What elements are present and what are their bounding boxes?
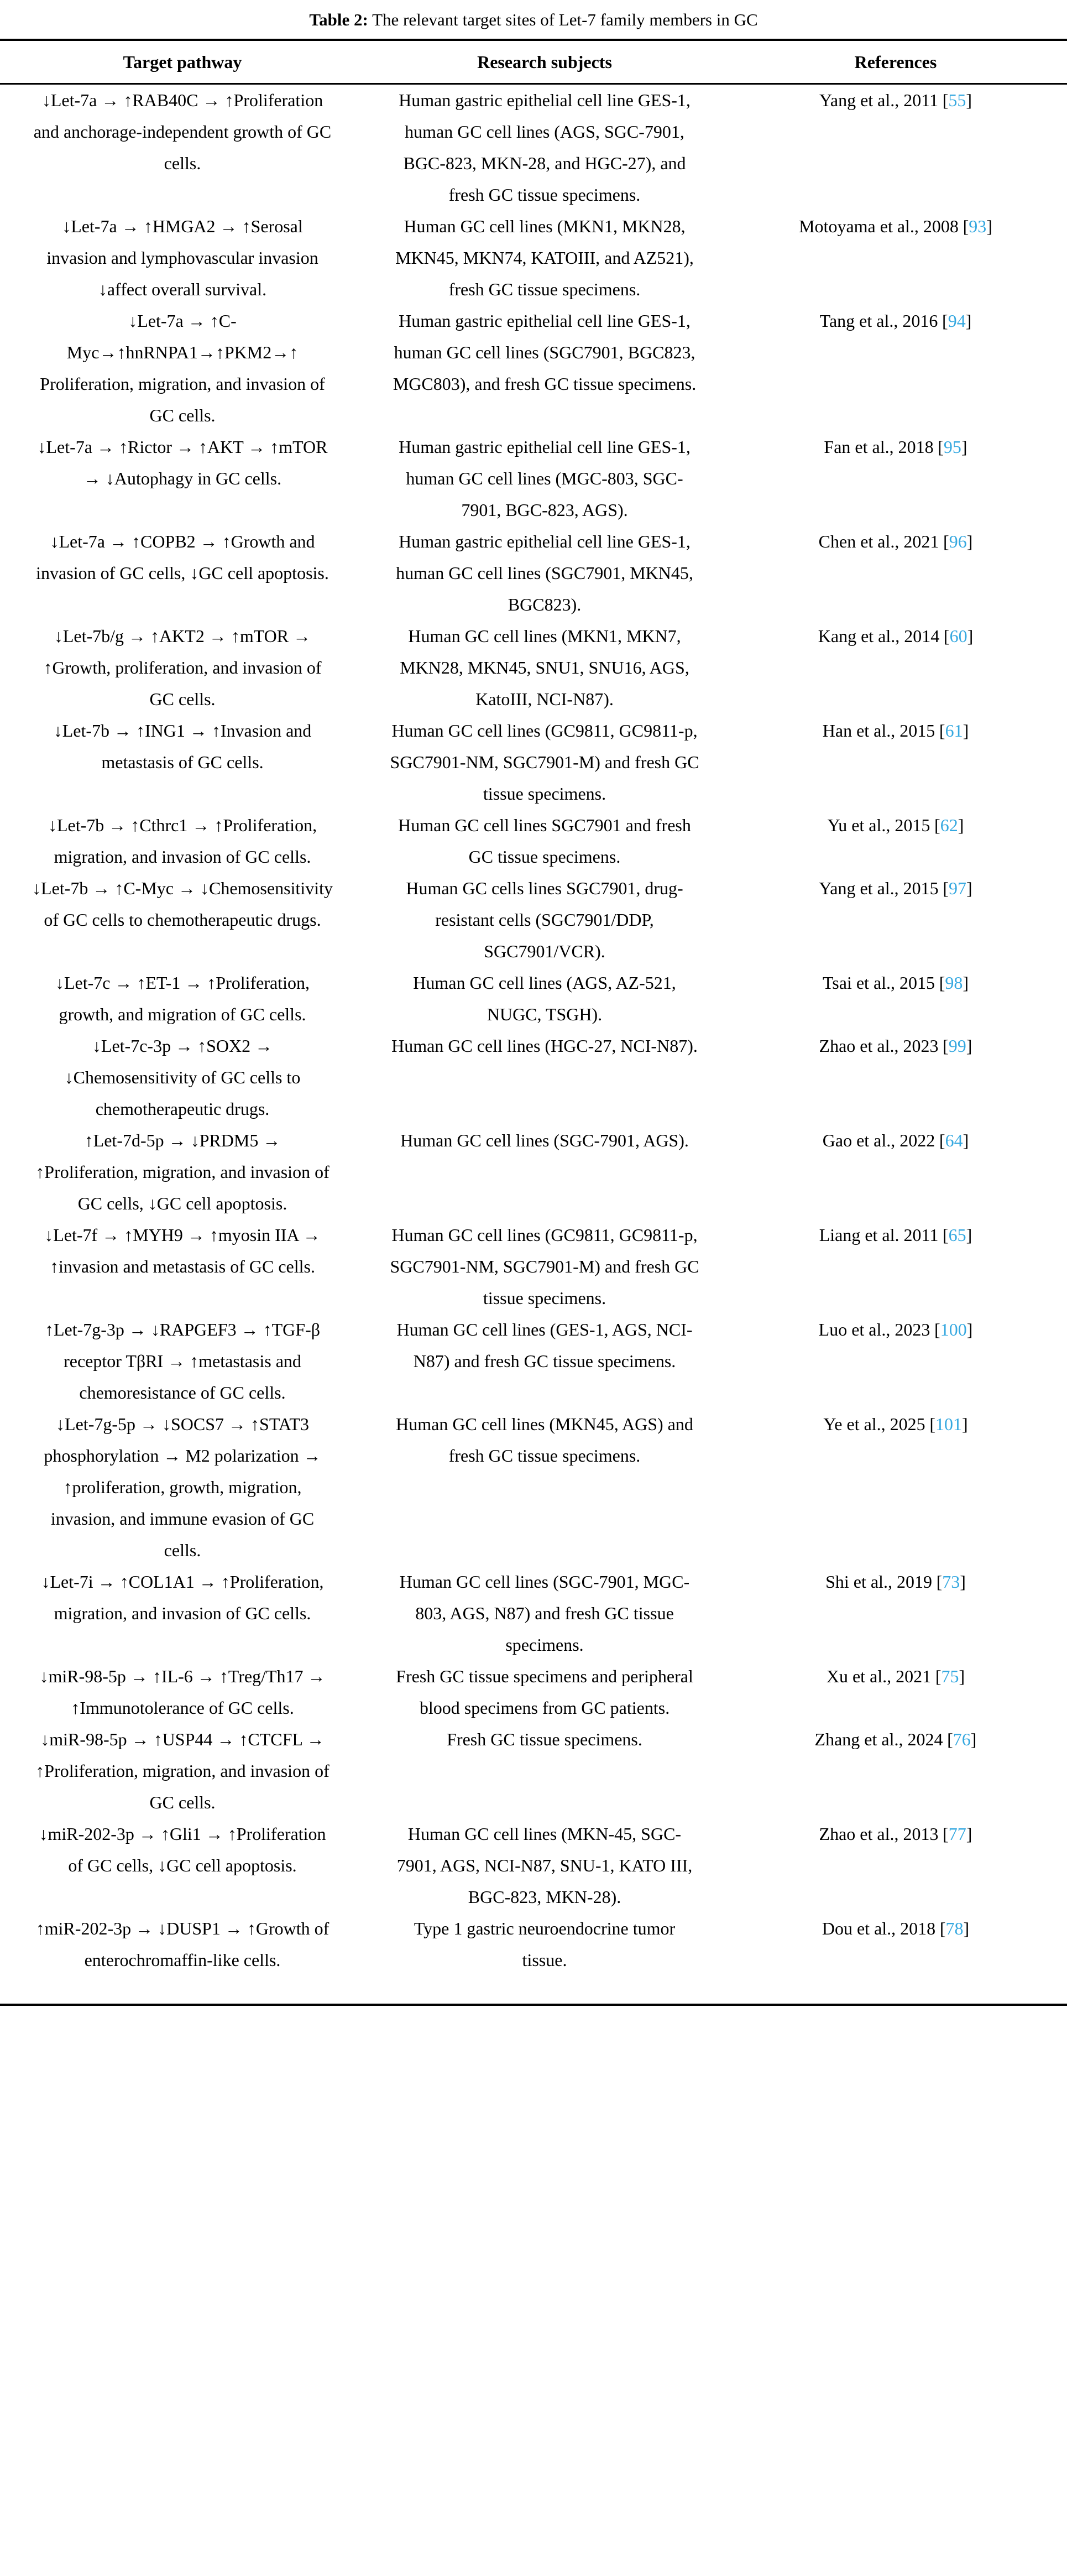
subjects-text: Human gastric epithelial cell line GES-1, human GC cell lines (MGC-803, SGC-7901, BGC-823, AGS).: [399, 437, 691, 520]
citation-bracket-close: ]: [966, 1036, 972, 1056]
citation-link[interactable]: 98: [945, 973, 963, 993]
reference-author-year: Chen et al., 2021: [818, 531, 939, 551]
citation-bracket-close: ]: [963, 1918, 970, 1938]
citation: [934, 1320, 972, 1339]
pathway-cell: [0, 431, 365, 526]
subjects-cell: [365, 1661, 724, 1724]
reference-cell: [724, 1913, 1067, 2005]
table-row: [0, 1724, 1067, 1818]
subjects-cell: [365, 1566, 724, 1661]
reference-cell: [724, 810, 1067, 873]
citation-bracket-open: [: [934, 815, 940, 835]
table-row: [0, 715, 1067, 810]
pathway-text: ↓Let-7b → ↑Cthrc1 → ↑Proliferation, migration, and invasion of GC cells.: [48, 815, 317, 867]
citation: [939, 721, 969, 741]
citation-bracket-open: [: [943, 531, 949, 551]
citation-link[interactable]: 78: [945, 1918, 964, 1938]
subjects-text: Human GC cell lines (MKN45, AGS) and fresh GC tissue specimens.: [396, 1414, 693, 1466]
reference-author-year: Xu et al., 2021: [826, 1666, 932, 1686]
reference-author-year: Ye et al., 2025: [823, 1414, 925, 1434]
pathway-cell: [0, 1566, 365, 1661]
citation-link[interactable]: 95: [943, 437, 961, 457]
subjects-cell: [365, 526, 724, 620]
pathway-cell: [0, 1409, 365, 1566]
subjects-text: Human GC cell lines (AGS, AZ-521, NUGC, TSGH).: [413, 973, 676, 1024]
citation: [940, 1918, 969, 1938]
reference-cell: [724, 1314, 1067, 1409]
citation-bracket-close: ]: [963, 721, 969, 741]
subjects-cell: [365, 810, 724, 873]
pathway-cell: [0, 967, 365, 1030]
subjects-text: Fresh GC tissue specimens and peripheral blood specimens from GC patients.: [396, 1666, 693, 1718]
subjects-cell: [365, 1818, 724, 1913]
citation-bracket-open: [: [939, 1918, 946, 1938]
pathway-text: ↓Let-7c-3p → ↑SOX2 → ↓Chemosensitivity of GC cells to chemotherapeutic drugs.: [64, 1036, 301, 1119]
pathway-cell: [0, 1219, 365, 1314]
citation: [929, 1414, 967, 1434]
table-row: [0, 1566, 1067, 1661]
pathway-cell: [0, 211, 365, 305]
citation: [939, 973, 969, 993]
citation-bracket-open: [: [947, 1729, 953, 1749]
citation: [943, 1225, 972, 1245]
citation-bracket-open: [: [935, 1666, 942, 1686]
pathway-text: ↓miR-98-5p → ↑USP44 → ↑CTCFL → ↑Proliferation, migration, and invasion of GC cells.: [35, 1729, 329, 1812]
citation-bracket-open: [: [943, 626, 950, 646]
subjects-text: Human GC cell lines (GC9811, GC9811-p, SGC7901-NM, SGC7901-M) and fresh GC tissue specimens.: [390, 1225, 699, 1308]
citation-bracket-close: ]: [963, 1130, 969, 1150]
reference-author-year: Tsai et al., 2015: [822, 973, 935, 993]
citation: [943, 1036, 972, 1056]
citation-bracket-close: ]: [967, 626, 974, 646]
table-row: [0, 873, 1067, 967]
subjects-text: Human GC cell lines (SGC-7901, MGC-803, AGS, N87) and fresh GC tissue specimens.: [399, 1572, 690, 1655]
citation-bracket-open: [: [938, 437, 944, 457]
citation-link[interactable]: 93: [969, 216, 987, 236]
citation: [943, 878, 972, 898]
citation-bracket-close: ]: [966, 531, 973, 551]
citation-bracket-close: ]: [966, 878, 972, 898]
subjects-text: Human GC cell lines (MKN-45, SGC-7901, AGS, NCI-N87, SNU-1, KATO III, BGC-823, MKN-28).: [396, 1824, 693, 1907]
citation-bracket-close: ]: [966, 1225, 972, 1245]
pathway-text: ↓miR-202-3p → ↑Gli1 → ↑Proliferation of GC cells, ↓GC cell apoptosis.: [39, 1824, 326, 1875]
citation-bracket-close: ]: [966, 1824, 972, 1844]
reference-cell: [724, 1566, 1067, 1661]
reference-cell: [724, 715, 1067, 810]
subjects-text: Human GC cell lines (SGC-7901, AGS).: [400, 1130, 689, 1150]
subjects-text: Human GC cell lines (MKN1, MKN28, MKN45, MKN74, KATOIII, and AZ521), fresh GC tissue specimens.: [395, 216, 694, 299]
reference-cell: [724, 1661, 1067, 1724]
citation-bracket-open: [: [943, 878, 949, 898]
table-caption: [0, 8, 1067, 32]
reference-cell: [724, 620, 1067, 715]
table-row: [0, 1661, 1067, 1724]
citation-link[interactable]: 61: [945, 721, 963, 741]
subjects-cell: [365, 84, 724, 211]
citation-link[interactable]: 96: [949, 531, 967, 551]
pathway-text: ↓Let-7g-5p → ↓SOCS7 → ↑STAT3 phosphorylation → M2 polarization → ↑proliferation, growth, migration, invasion, and immune evasion of GC cells.: [44, 1414, 321, 1560]
citation-link[interactable]: 76: [953, 1729, 971, 1749]
pathway-text: ↓Let-7a → ↑C-Myc→↑hnRNPA1→↑PKM2→↑ Proliferation, migration, and invasion of GC cells.: [40, 311, 325, 425]
table-row: [0, 211, 1067, 305]
citation-bracket-open: [: [943, 1225, 949, 1245]
citation-link[interactable]: 77: [948, 1824, 966, 1844]
citation-bracket-open: [: [936, 1572, 943, 1592]
pathway-text: ↓Let-7a → ↑Rictor → ↑AKT → ↑mTOR → ↓Autophagy in GC cells.: [37, 437, 328, 488]
pathway-cell: [0, 1314, 365, 1409]
citation-bracket-close: ]: [961, 1414, 968, 1434]
pathway-cell: [0, 84, 365, 211]
reference-author-year: Tang et al., 2016: [819, 311, 938, 331]
citation: [963, 216, 992, 236]
pathway-text: ↓Let-7b → ↑ING1 → ↑Invasion and metastasis of GC cells.: [53, 721, 312, 772]
subjects-text: Human gastric epithelial cell line GES-1, human GC cell lines (SGC7901, MKN45, BGC823).: [396, 531, 693, 614]
table-row: [0, 967, 1067, 1030]
subjects-text: Human GC cell lines (MKN1, MKN7, MKN28, MKN45, SNU1, SNU16, AGS, KatoIII, NCI-N87).: [400, 626, 689, 709]
reference-author-year: Zhao et al., 2013: [819, 1824, 939, 1844]
pathway-cell: [0, 1818, 365, 1913]
table-row: [0, 1219, 1067, 1314]
citation-link[interactable]: 75: [941, 1666, 959, 1686]
pathway-cell: [0, 715, 365, 810]
pathway-cell: [0, 620, 365, 715]
reference-author-year: Yu et al., 2015: [827, 815, 930, 835]
pathway-text: ↓Let-7b → ↑C-Myc → ↓Chemosensitivity of GC cells to chemotherapeutic drugs.: [32, 878, 333, 930]
subjects-cell: [365, 967, 724, 1030]
citation-bracket-close: ]: [965, 311, 972, 331]
reference-author-year: Shi et al., 2019: [825, 1572, 932, 1592]
reference-author-year: Yang et al., 2011: [819, 90, 939, 110]
subjects-cell: [365, 1030, 724, 1125]
reference-cell: [724, 305, 1067, 431]
reference-author-year: Motoyama et al., 2008: [799, 216, 959, 236]
pathway-text: ↑miR-202-3p → ↓DUSP1 → ↑Growth of enterochromaffin-like cells.: [35, 1918, 329, 1970]
subjects-cell: [365, 305, 724, 431]
citation-bracket-open: [: [943, 1036, 949, 1056]
pathway-text: ↓Let-7c → ↑ET-1 → ↑Proliferation, growth, and migration of GC cells.: [55, 973, 310, 1024]
reference-cell: [724, 1125, 1067, 1219]
reference-cell: [724, 84, 1067, 211]
table-row: [0, 1030, 1067, 1125]
subjects-cell: [365, 620, 724, 715]
citation: [944, 626, 973, 646]
subjects-text: Fresh GC tissue specimens.: [447, 1729, 642, 1749]
citation-bracket-close: ]: [970, 1729, 977, 1749]
reference-cell: [724, 1219, 1067, 1314]
pathway-cell: [0, 526, 365, 620]
subjects-cell: [365, 1913, 724, 2005]
citation-bracket-close: ]: [986, 216, 992, 236]
reference-author-year: Zhang et al., 2024: [814, 1729, 943, 1749]
reference-cell: [724, 1030, 1067, 1125]
citation-link[interactable]: 73: [942, 1572, 960, 1592]
pathway-cell: [0, 1125, 365, 1219]
subjects-text: Human gastric epithelial cell line GES-1, human GC cell lines (SGC7901, BGC823, MGC803), and fresh GC tissue specimens.: [393, 311, 697, 394]
table-row: [0, 431, 1067, 526]
table-row: [0, 620, 1067, 715]
citation-link[interactable]: 64: [945, 1130, 963, 1150]
table-row: [0, 1125, 1067, 1219]
table-row: [0, 305, 1067, 431]
reference-author-year: Liang et al. 2011: [819, 1225, 939, 1245]
citation: [935, 1666, 965, 1686]
pathway-text: ↓Let-7a → ↑RAB40C → ↑Proliferation and anchorage-independent growth of GC cells.: [33, 90, 332, 173]
citation-bracket-open: [: [939, 721, 945, 741]
reference-author-year: Gao et al., 2022: [822, 1130, 935, 1150]
citation-link[interactable]: 62: [940, 815, 958, 835]
citation-bracket-open: [: [939, 1130, 945, 1150]
citation: [939, 1130, 969, 1150]
citation-link[interactable]: 94: [948, 311, 966, 331]
table-row: [0, 526, 1067, 620]
citation-link[interactable]: 101: [935, 1414, 962, 1434]
pathway-cell: [0, 305, 365, 431]
citation-link[interactable]: 97: [948, 878, 966, 898]
citation-bracket-close: ]: [966, 1320, 973, 1339]
citation: [943, 531, 972, 551]
subjects-text: Human GC cell lines (GES-1, AGS, NCI-N87) and fresh GC tissue specimens.: [396, 1320, 693, 1371]
citation-bracket-close: ]: [960, 1572, 966, 1592]
reference-cell: [724, 526, 1067, 620]
citation-bracket-close: ]: [963, 973, 969, 993]
reference-author-year: Luo et al., 2023: [818, 1320, 930, 1339]
citation-bracket-close: ]: [966, 90, 972, 110]
subjects-cell: [365, 873, 724, 967]
pathway-text: ↓Let-7a → ↑HMGA2 → ↑Serosal invasion and lymphovascular invasion ↓affect overall survival.: [46, 216, 318, 299]
pathway-cell: [0, 810, 365, 873]
reference-cell: [724, 1818, 1067, 1913]
subjects-text: Human GC cell lines (HGC-27, NCI-N87).: [391, 1036, 698, 1056]
reference-author-year: Zhao et al., 2023: [819, 1036, 939, 1056]
citation-link[interactable]: 55: [948, 90, 966, 110]
pathway-text: ↓Let-7i → ↑COL1A1 → ↑Proliferation, migration, and invasion of GC cells.: [41, 1572, 324, 1623]
citation-bracket-open: [: [934, 1320, 940, 1339]
let7-target-sites-table: [0, 39, 1067, 2006]
citation-bracket-open: [: [942, 311, 948, 331]
citation: [938, 437, 967, 457]
subjects-cell: [365, 1219, 724, 1314]
subjects-text: Human gastric epithelial cell line GES-1, human GC cell lines (AGS, SGC-7901, BGC-823, MKN-28, and HGC-27), and fresh GC tissue specimens.: [399, 90, 691, 205]
citation: [943, 1824, 972, 1844]
table-row: [0, 1818, 1067, 1913]
table-row: [0, 1913, 1067, 2005]
reference-author-year: Kang et al., 2014: [818, 626, 940, 646]
pathway-cell: [0, 1913, 365, 2005]
citation-link[interactable]: 60: [949, 626, 967, 646]
reference-cell: [724, 431, 1067, 526]
subjects-text: Human GC cell lines (GC9811, GC9811-p, SGC7901-NM, SGC7901-M) and fresh GC tissue specimens.: [390, 721, 699, 804]
header-row: [0, 40, 1067, 84]
pathway-text: ↓Let-7b/g → ↑AKT2 → ↑mTOR → ↑Growth, proliferation, and invasion of GC cells.: [43, 626, 322, 709]
subjects-cell: [365, 1314, 724, 1409]
citation-bracket-open: [: [939, 973, 945, 993]
citation-link[interactable]: 100: [940, 1320, 967, 1339]
subjects-cell: [365, 1125, 724, 1219]
citation-bracket-close: ]: [958, 815, 964, 835]
citation: [943, 90, 972, 110]
citation: [937, 1572, 966, 1592]
subjects-text: Human GC cells lines SGC7901, drug-resistant cells (SGC7901/DDP, SGC7901/VCR).: [406, 878, 683, 961]
column-header-research-subjects: Research subjects: [365, 40, 724, 84]
subjects-cell: [365, 1724, 724, 1818]
table-row: [0, 1314, 1067, 1409]
pathway-text: ↓Let-7a → ↑COPB2 → ↑Growth and invasion of GC cells, ↓GC cell apoptosis.: [36, 531, 329, 583]
citation-bracket-open: [: [963, 216, 969, 236]
reference-cell: [724, 1724, 1067, 1818]
pathway-text: ↓Let-7f → ↑MYH9 → ↑myosin IIA → ↑invasion and metastasis of GC cells.: [44, 1225, 321, 1276]
column-header-references: References: [724, 40, 1067, 84]
reference-author-year: Dou et al., 2018: [822, 1918, 936, 1938]
table-row: [0, 810, 1067, 873]
pathway-text: ↑Let-7d-5p → ↓PRDM5 → ↑Proliferation, migration, and invasion of GC cells, ↓GC cell apoptosis.: [35, 1130, 329, 1213]
citation-bracket-open: [: [942, 90, 949, 110]
subjects-text: Human GC cell lines SGC7901 and fresh GC tissue specimens.: [398, 815, 691, 867]
reference-author-year: Yang et al., 2015: [819, 878, 939, 898]
citation: [934, 815, 964, 835]
subjects-cell: [365, 431, 724, 526]
citation-bracket-open: [: [929, 1414, 935, 1434]
citation-bracket-close: ]: [959, 1666, 965, 1686]
citation-bracket-close: ]: [961, 437, 967, 457]
subjects-cell: [365, 715, 724, 810]
pathway-cell: [0, 1030, 365, 1125]
citation: [947, 1729, 976, 1749]
citation: [942, 311, 971, 331]
table-row: [0, 1409, 1067, 1566]
citation-link[interactable]: 99: [948, 1036, 966, 1056]
pathway-cell: [0, 873, 365, 967]
reference-cell: [724, 967, 1067, 1030]
pathway-cell: [0, 1661, 365, 1724]
column-header-target-pathway: Target pathway: [0, 40, 365, 84]
reference-author-year: Han et al., 2015: [822, 721, 935, 741]
subjects-cell: [365, 211, 724, 305]
citation-bracket-open: [: [943, 1824, 949, 1844]
reference-cell: [724, 873, 1067, 967]
pathway-text: ↑Let-7g-3p → ↓RAPGEF3 → ↑TGF-β receptor TβRI → ↑metastasis and chemoresistance of GC cells.: [44, 1320, 321, 1402]
subjects-text: Type 1 gastric neuroendocrine tumor tissue.: [414, 1918, 676, 1970]
table-caption-label: Table 2:: [309, 10, 368, 29]
reference-cell: [724, 1409, 1067, 1566]
pathway-cell: [0, 1724, 365, 1818]
pathway-text: ↓miR-98-5p → ↑IL-6 → ↑Treg/Th17 → ↑Immunotolerance of GC cells.: [39, 1666, 326, 1718]
reference-author-year: Fan et al., 2018: [824, 437, 934, 457]
citation-link[interactable]: 65: [948, 1225, 966, 1245]
subjects-cell: [365, 1409, 724, 1566]
table-caption-text: The relevant target sites of Let-7 family members in GC: [368, 10, 758, 29]
table-row: [0, 84, 1067, 211]
reference-cell: [724, 211, 1067, 305]
